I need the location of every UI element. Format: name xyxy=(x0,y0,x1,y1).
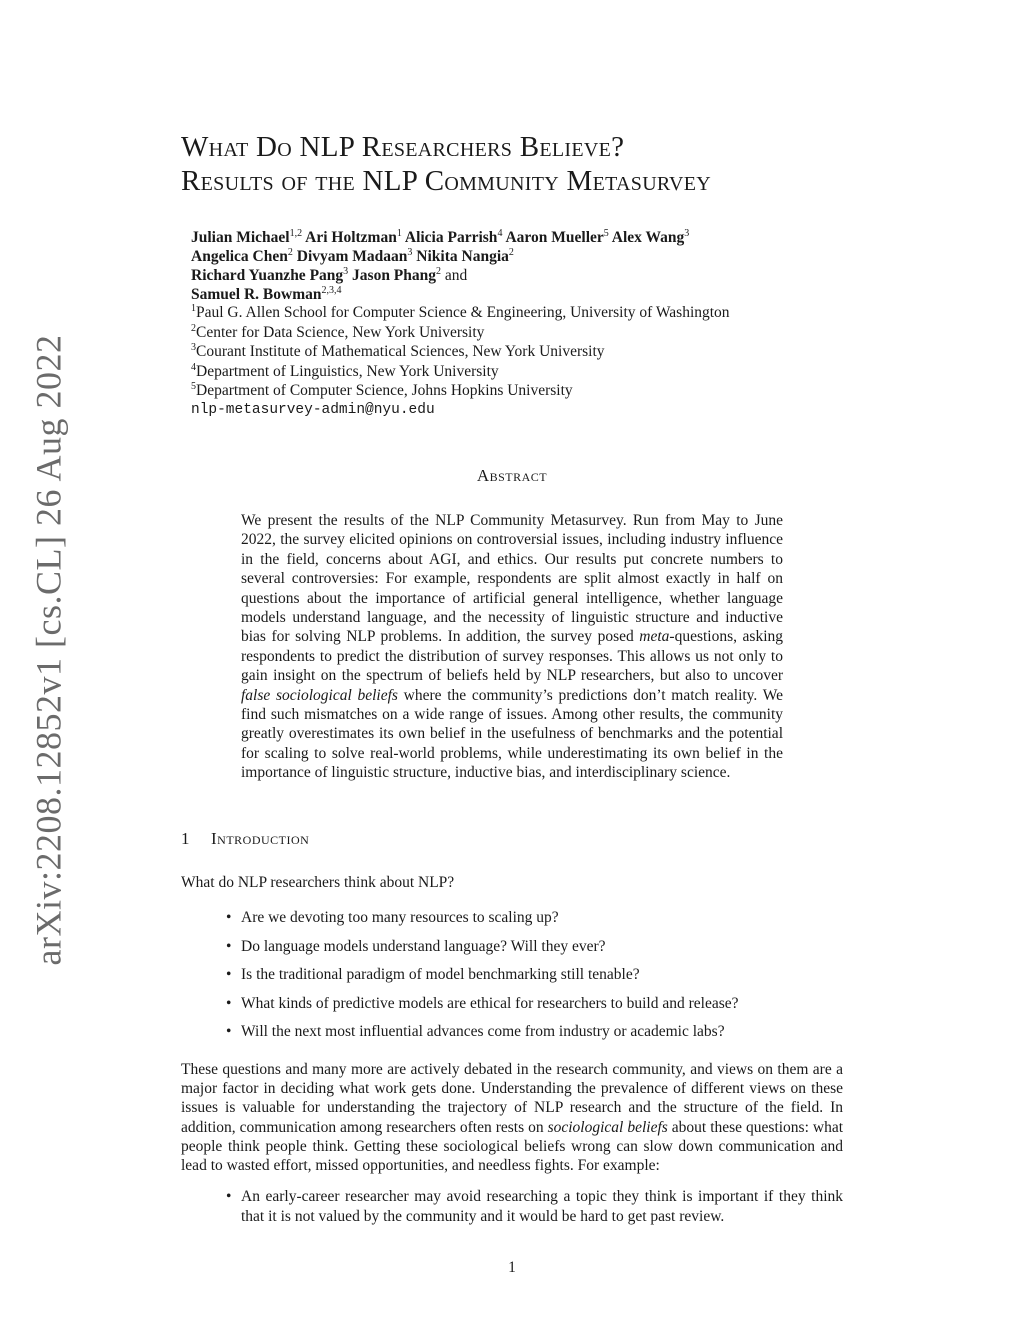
list-item xyxy=(226,937,846,966)
contact-email: nlp-metasurvey-admin@nyu.edu xyxy=(191,401,435,418)
title-line-2: Results of the NLP Community Metasurvey xyxy=(181,165,711,197)
abstract-body xyxy=(241,511,783,783)
author-conjunction: and xyxy=(444,267,468,284)
abstract-text: We present the results of the NLP Community Metasurvey. Run from May to June 2022, the survey elicited opinions on controversial issues, including industry influence in the field, concerns about AGI, and ethics. Our results put concrete numbers to several controversies: For example, respondents are split almost exactly in half on questions about the importance of artificial general intelligence, whether language models understand language, and the necessity of linguistic structure and inductive bias for solving NLP problems. In addition, the survey posed xyxy=(241,512,783,646)
author-name: Richard Yuanzhe Pang xyxy=(191,267,344,284)
paper-title xyxy=(181,130,861,198)
paragraph-text: These questions and many more are actively debated in the research community, and views on them are a major factor in deciding what work gets done. Understanding the prevalence of different views on these issues is valuable for understanding the trajectory of NLP research and the structure of the field. In addition, communication among researchers often rests on xyxy=(181,1061,843,1136)
author-affil-mark: 2 xyxy=(508,247,514,258)
arxiv-identifier-margin xyxy=(28,334,69,966)
section-title: Introduction xyxy=(211,829,310,848)
bullet-icon: • xyxy=(226,937,232,955)
author-name: Ari Holtzman xyxy=(305,229,397,246)
author-line-1 xyxy=(191,228,841,247)
author-name: Jason Phang xyxy=(352,267,437,284)
abstract-emphasis: meta xyxy=(639,628,670,646)
author-name: Angelica Chen xyxy=(191,248,288,265)
bullet-icon: • xyxy=(226,1023,232,1040)
author-affil-mark: 1,2 xyxy=(289,228,303,239)
section-number: 1 xyxy=(181,829,190,848)
affiliation-list xyxy=(191,303,841,420)
affiliation-number: 3 xyxy=(191,342,196,353)
author-affil-mark: 4 xyxy=(497,228,503,239)
author-name: Samuel R. Bowman xyxy=(191,286,322,303)
list-item xyxy=(226,965,846,994)
bullet-icon: • xyxy=(226,909,232,926)
list-item-text: Are we devoting too many resources to scaling up? xyxy=(241,909,559,926)
author-name: Divyam Madaan xyxy=(296,248,408,265)
author-line-2 xyxy=(191,247,841,266)
list-item-text: What kinds of predictive models are ethical for researchers to build and release? xyxy=(241,994,739,1012)
author-affil-mark: 5 xyxy=(603,228,609,239)
author-list xyxy=(191,228,841,304)
paragraph-text: about these questions: what people think people think. Getting these sociological beliefs wrong can slow down communication and lead to wasted effort, missed opportunities, and needless fights. For example: xyxy=(181,1118,844,1175)
bullet-icon: • xyxy=(226,994,232,1012)
affiliation-text: Paul G. Allen School for Computer Science & Engineering, University of Washington xyxy=(196,304,730,321)
list-item-text: Do language models understand language? Will they ever? xyxy=(241,937,606,955)
abstract-heading: Abstract xyxy=(476,466,548,485)
affiliation-number: 2 xyxy=(191,322,196,334)
list-item-text: Is the traditional paradigm of model benchmarking still tenable? xyxy=(241,966,640,983)
abstract-emphasis: false sociological beliefs xyxy=(241,686,398,704)
author-line-3 xyxy=(191,266,841,285)
affiliation-text: Department of Computer Science, Johns Hopkins University xyxy=(196,382,573,399)
section-heading-introduction xyxy=(181,829,309,849)
affiliation-number: 5 xyxy=(191,381,196,392)
affiliation-text: Center for Data Science, New York University xyxy=(196,323,485,341)
affiliation-item xyxy=(191,323,841,343)
affiliation-item xyxy=(191,362,841,382)
question-list xyxy=(226,908,846,1051)
list-item-text: Will the next most influential advances come from industry or academic labs? xyxy=(241,1023,725,1040)
affiliation-text: Department of Linguistics, New York University xyxy=(196,362,499,380)
list-item xyxy=(226,908,846,937)
intro-lead-sentence: What do NLP researchers think about NLP? xyxy=(181,874,455,891)
affiliation-item xyxy=(191,303,841,323)
author-name: Alicia Parrish xyxy=(404,229,498,246)
author-affil-mark: 3 xyxy=(407,247,413,258)
list-item xyxy=(226,1187,843,1226)
author-affil-mark: 2 xyxy=(436,266,442,277)
body-paragraph xyxy=(181,1060,843,1175)
author-line-4 xyxy=(191,285,841,304)
affiliation-item xyxy=(191,342,841,362)
affiliation-item xyxy=(191,381,841,401)
list-item xyxy=(226,1022,846,1051)
author-affil-mark: 2 xyxy=(287,247,293,258)
author-name: Nikita Nangia xyxy=(416,248,509,265)
abstract-text: -questions, asking respondents to predict the distribution of survey responses. This allows us not only to gain insight on the spectrum of beliefs held by NLP researchers, but also to uncover xyxy=(241,628,783,685)
author-affil-mark: 3 xyxy=(343,266,349,277)
affiliation-text: Courant Institute of Mathematical Sciences, New York University xyxy=(196,343,605,360)
author-name: Julian Michael xyxy=(191,229,290,246)
author-affil-mark: 2,3,4 xyxy=(321,285,342,296)
paragraph-emphasis: sociological beliefs xyxy=(547,1118,668,1136)
arxiv-identifier: arXiv:2208.12852v1 [cs.CL] 26 Aug 2022 xyxy=(28,334,69,966)
abstract-text: where the community’s predictions don’t match reality. We find such mismatches on a wide range of issues. Among other results, the community greatly overestimates its own belief in the usefulness of benchmarks and the potential for scaling to solve real-world problems, while underestimating its own belief in the importance of linguistic structure, inductive bias, and interdisciplinary science. xyxy=(241,686,783,782)
example-list xyxy=(226,1187,843,1226)
author-affil-mark: 1 xyxy=(396,228,402,239)
affiliation-number: 1 xyxy=(191,303,196,314)
title-line-1: What Do NLP Researchers Believe? xyxy=(181,131,625,163)
author-name: Aaron Mueller xyxy=(505,229,604,246)
author-affil-mark: 3 xyxy=(684,228,690,239)
list-item xyxy=(226,994,846,1023)
page-number: 1 xyxy=(508,1259,516,1276)
author-name: Alex Wang xyxy=(611,229,685,246)
affiliation-number: 4 xyxy=(191,361,196,373)
bullet-icon: • xyxy=(226,966,232,983)
list-item-text: An early-career researcher may avoid researching a topic they think is important if they think that it is not valued by the community and it would be hard to get past review. xyxy=(241,1188,843,1225)
bullet-icon: • xyxy=(226,1188,232,1205)
